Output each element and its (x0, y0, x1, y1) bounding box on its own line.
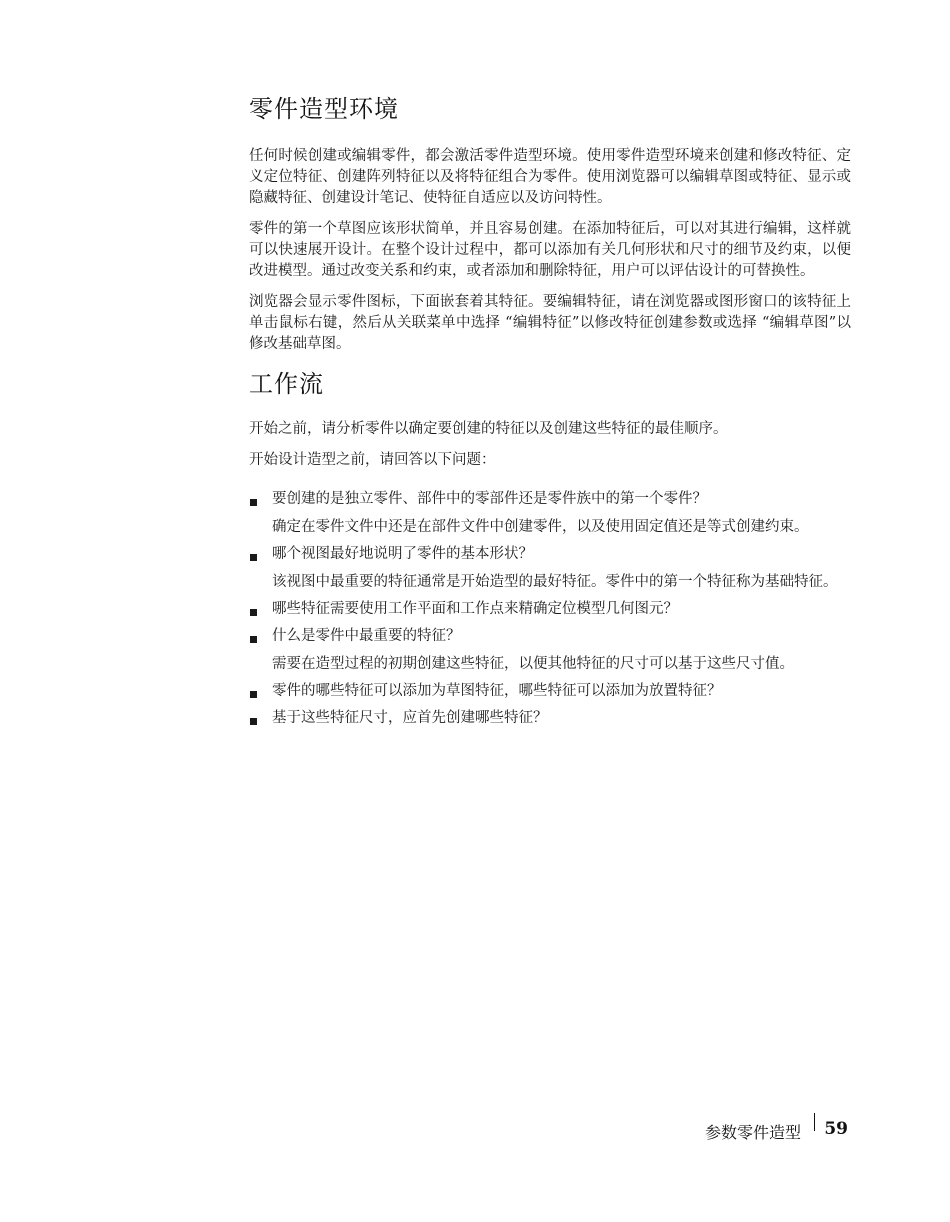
section-heading-workflow: 工作流 (249, 370, 324, 398)
list-item-description: 确定在零件文件中还是在部件文件中创建零件，以及使用固定值还是等式创建约束。 (272, 519, 809, 535)
page-content (249, 92, 851, 735)
section-heading-part-modeling-environment: 零件造型环境 (249, 95, 399, 123)
square-bullet-icon (250, 609, 257, 616)
square-bullet-icon (250, 691, 257, 698)
paragraph: 开始设计造型之前，请回答以下问题： (249, 452, 496, 468)
list-item (249, 681, 851, 702)
square-bullet-icon (250, 554, 257, 561)
list-item-description: 该视图中最重要的特征通常是开始造型的最好特征。零件中的第一个特征称为基础特征。 (272, 574, 838, 590)
list-item-question: 要创建的是独立零件、部件中的零部件还是零件族中的第一个零件？ (272, 491, 707, 507)
list-item-question: 哪些特征需要使用工作平面和工作点来精确定位模型几何图元？ (272, 601, 678, 617)
list-item (249, 544, 851, 593)
square-bullet-icon (250, 718, 257, 725)
list-item-question: 基于这些特征尺寸，应首先创建哪些特征？ (272, 710, 548, 726)
page-footer (640, 1113, 850, 1147)
question-list (249, 489, 851, 729)
list-item-question: 零件的哪些特征可以添加为草图特征，哪些特征可以添加为放置特征？ (272, 683, 722, 699)
footer-divider (814, 1113, 816, 1131)
list-item (249, 489, 851, 538)
list-item-question: 什么是零件中最重要的特征？ (272, 628, 461, 644)
square-bullet-icon (250, 636, 257, 643)
list-item (249, 626, 851, 675)
footer-chapter-title: 参数零件造型 (704, 1123, 801, 1142)
page-number: 59 (824, 1119, 848, 1139)
paragraph: 零件的第一个草图应该形状简单，并且容易创建。在添加特征后，可以对其进行编辑，这样就可以快速展开设计。在整个设计过程中，都可以添加有关几何形状和尺寸的细节及约束，以便改进模型。通过改变关系和约束，或者添加和删除特征，用户可以评估设计的可替换性。 (249, 221, 851, 279)
list-item (249, 708, 851, 729)
list-item-description: 需要在造型过程的初期创建这些特征，以便其他特征的尺寸可以基于这些尺寸值。 (272, 656, 794, 672)
square-bullet-icon (250, 499, 257, 506)
paragraph: 任何时候创建或编辑零件，都会激活零件造型环境。使用零件造型环境来创建和修改特征、定义定位特征、创建阵列特征以及将特征组合为零件。使用浏览器可以编辑草图或特征、显示或隐藏特征、创建设计笔记、使特征自适应以及访问特性。 (249, 148, 851, 206)
list-item (249, 599, 851, 620)
list-item-question: 哪个视图最好地说明了零件的基本形状？ (272, 546, 533, 562)
paragraph: 浏览器会显示零件图标，下面嵌套着其特征。要编辑特征，请在浏览器或图形窗口的该特征上单击鼠标右键，然后从关联菜单中选择 “编辑特征”以修改特征创建参数或选择 “编辑草图”以修改基础草图。 (249, 294, 851, 352)
paragraph: 开始之前，请分析零件以确定要创建的特征以及创建这些特征的最佳顺序。 (249, 421, 728, 437)
